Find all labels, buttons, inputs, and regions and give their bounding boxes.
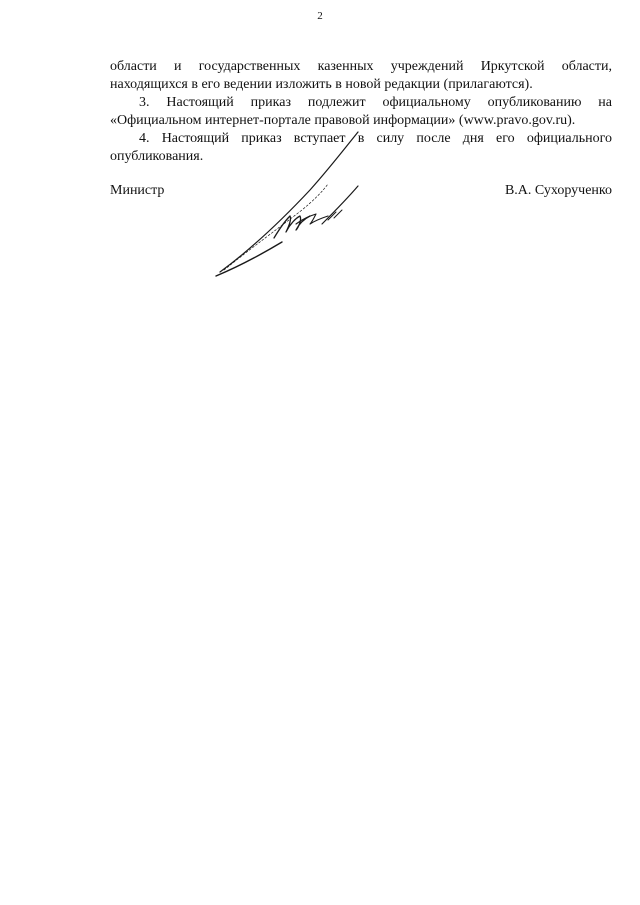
signatory-role: Министр bbox=[110, 183, 165, 198]
paragraph-4-line-2: опубликования. bbox=[110, 149, 204, 164]
paragraph-2-line-2: находящихся в его ведении изложить в новой редакции (прилагаются). bbox=[110, 77, 533, 92]
handwritten-signature-icon bbox=[210, 120, 370, 285]
paragraph-3-line-1: 3. Настоящий приказ подлежит официальному опубликованию на bbox=[139, 95, 612, 110]
signatory-name: В.А. Сухорученко bbox=[504, 183, 612, 198]
paragraph-2-line-1: области и государственных казенных учреждений Иркутской области, bbox=[110, 59, 612, 74]
paragraph-4-line-1: 4. Настоящий приказ вступает в силу после дня его официального bbox=[139, 131, 612, 146]
paragraph-3-line-2: «Официальном интернет-портале правовой информации» (www.pravo.gov.ru). bbox=[110, 113, 576, 128]
page-number: 2 bbox=[317, 10, 323, 22]
